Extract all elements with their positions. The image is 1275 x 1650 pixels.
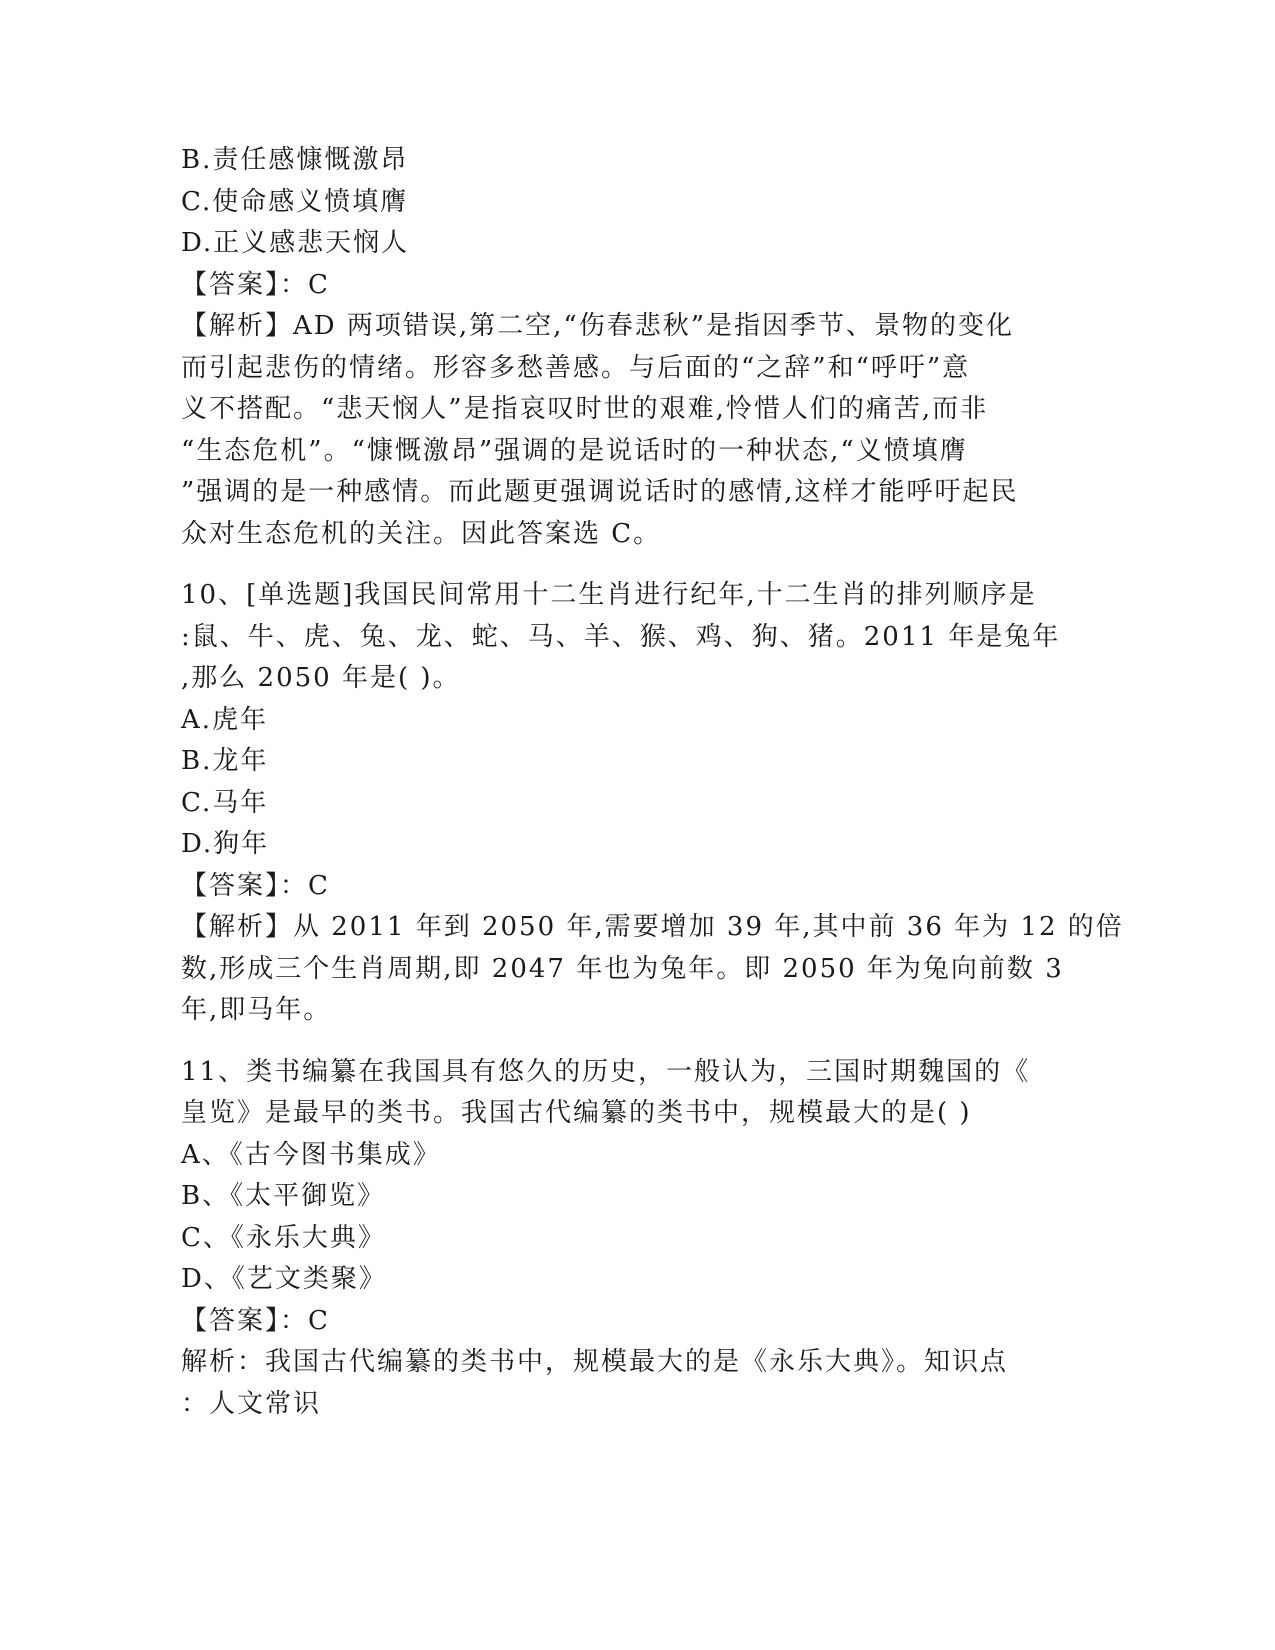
analysis-line: ”强调的是一种感情。而此题更强调说话时的感情,这样才能呼吁起民: [181, 477, 1019, 507]
analysis-line: 众对生态危机的关注。因此答案选 C。: [181, 518, 662, 549]
option-d: D.狗年: [181, 829, 270, 859]
analysis-line: 【解析】AD 两项错误,第二空,“伤春悲秋”是指因季节、景物的变化: [181, 311, 1015, 341]
answer: 【答案】：C: [181, 870, 330, 901]
spacer: [181, 555, 1041, 575]
analysis-line: 年,即马年。: [181, 995, 332, 1025]
analysis-line: “生态危机”。“慷慨激昂”强调的是说话时的一种状态,“义愤填膺: [181, 435, 968, 466]
option-c: C.使命感义愤填膺: [181, 186, 409, 217]
option-d: D、《艺文类聚》: [181, 1264, 387, 1294]
question-stem-line: 11、类书编纂在我国具有悠久的历史，一般认为，三国时期魏国的《: [181, 1056, 1031, 1087]
question-stem-line: 皇览》是最早的类书。我国古代编纂的类书中，规模最大的是( ): [181, 1098, 972, 1128]
option-b: B.责任感慷慨激昂: [181, 145, 409, 175]
question-10: [181, 575, 1124, 1032]
analysis-line: ：人文常识: [181, 1388, 322, 1419]
spacer: [181, 1032, 1041, 1052]
analysis-line: 义不搭配。“悲天悯人”是指哀叹时世的艰难,怜惜人们的痛苦,而非: [181, 394, 989, 424]
question-11: [181, 1052, 1041, 1426]
answer: 【答案】：C: [181, 269, 330, 300]
option-d: D.正义感悲天悯人: [181, 228, 410, 258]
analysis-line: 【解析】从 2011 年到 2050 年,需要增加 39 年,其中前 36 年为 12 的倍: [181, 912, 1124, 942]
question-stem-line: ,那么 2050 年是( )。: [181, 663, 461, 693]
option-a: A、《古今图书集成》: [181, 1139, 441, 1170]
answer: 【答案】：C: [181, 1305, 330, 1336]
analysis-line: 数,形成三个生肖周期,即 2047 年也为兔年。即 2050 年为兔向前数 3: [181, 953, 1064, 984]
question-stem-line: 10、[单选题]我国民间常用十二生肖进行纪年,十二生肖的排列顺序是: [181, 580, 1037, 610]
option-c: C、《永乐大典》: [181, 1222, 386, 1253]
option-b: B、《太平御览》: [181, 1181, 386, 1211]
question-9-tail: [181, 140, 1041, 555]
document-page: [181, 140, 1124, 1425]
option-a: A.虎年: [181, 704, 269, 735]
option-c: C.马年: [181, 787, 269, 818]
analysis-line: 解析：我国古代编纂的类书中，规模最大的是《永乐大典》。知识点: [181, 1347, 1009, 1377]
analysis-line: 而引起悲伤的情绪。形容多愁善感。与后面的“之辞”和“呼吁”意: [181, 352, 971, 383]
question-stem-line: :鼠、牛、虎、兔、龙、蛇、马、羊、猴、鸡、狗、猪。2011 年是兔年: [181, 621, 1061, 652]
option-b: B.龙年: [181, 746, 269, 776]
